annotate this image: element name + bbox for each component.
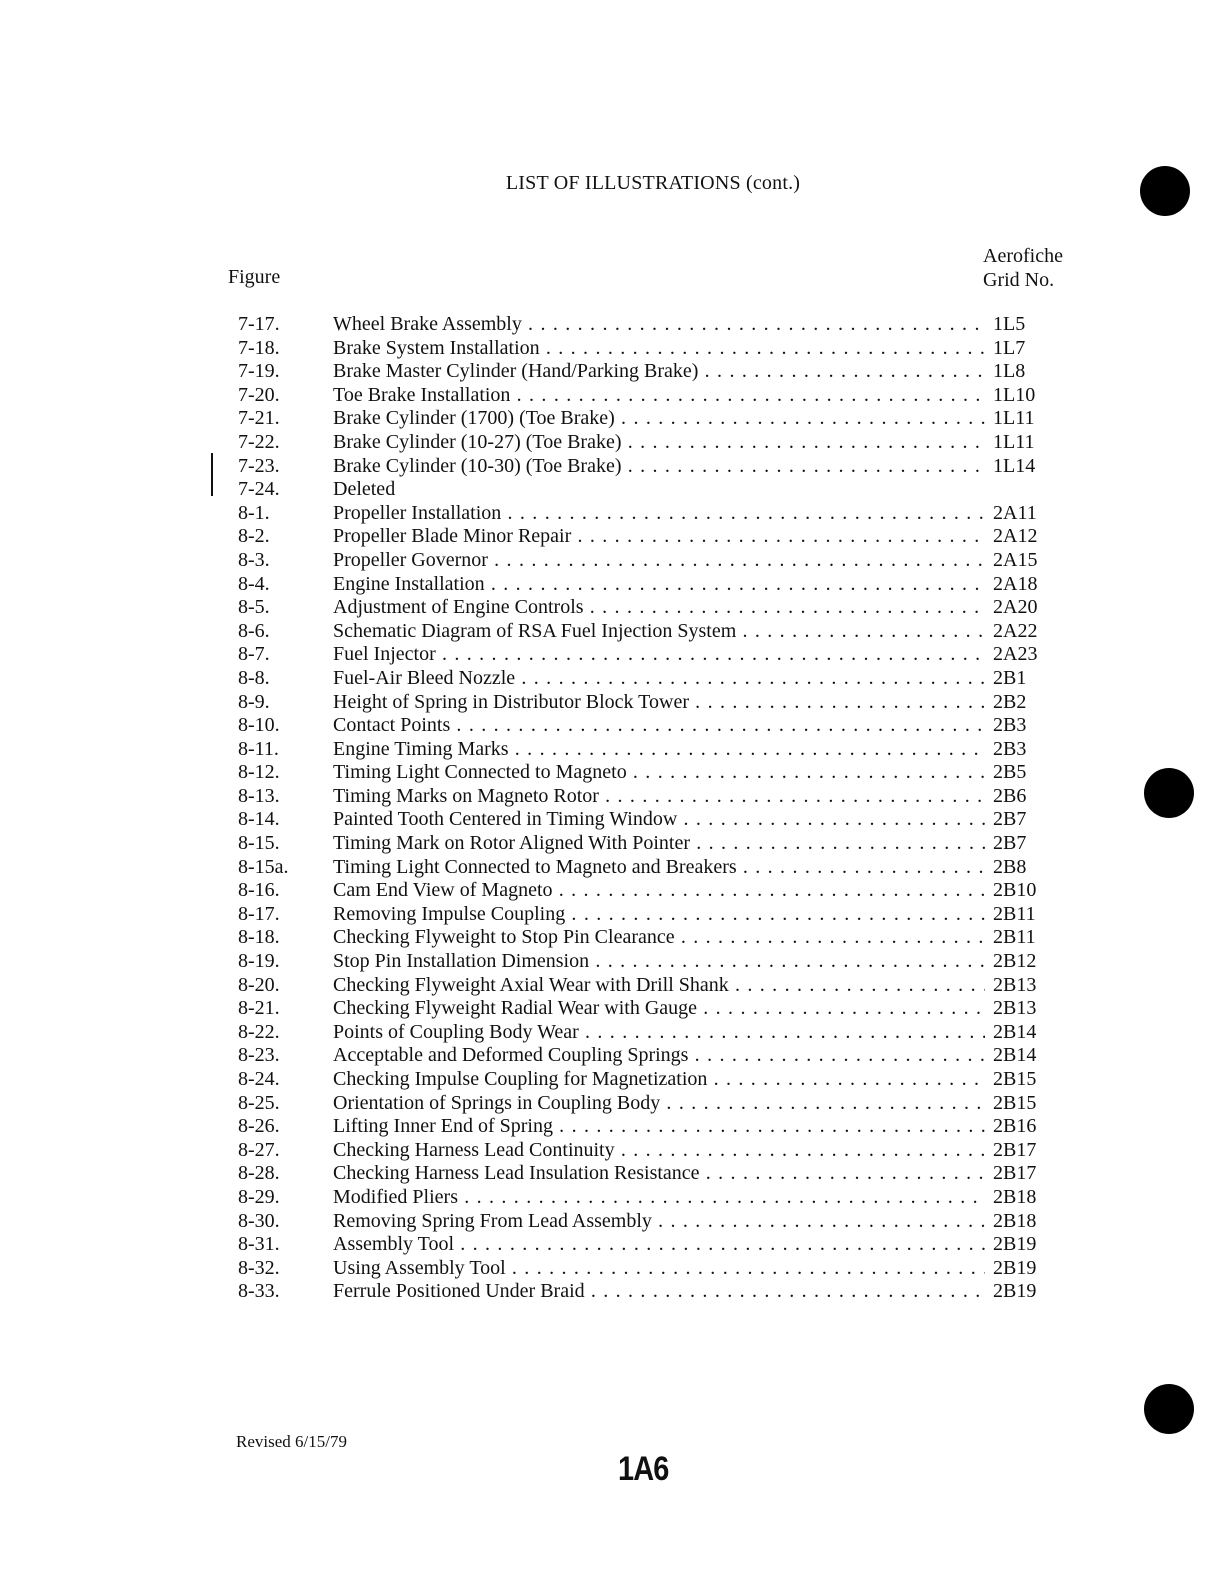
list-item [0, 1233, 1224, 1257]
figure-title: Fuel-Air Bleed Nozzle . . . [333, 667, 985, 691]
figure-title: Schematic Diagram of RSA Fuel Injection System . . . [333, 620, 985, 644]
figure-title: Timing Marks on Magneto Rotor . . . [333, 785, 985, 809]
figure-title: Brake System Installation . . . [333, 337, 985, 361]
figure-number: 8-8. [238, 666, 270, 689]
list-item [0, 1210, 1224, 1234]
list-item [0, 1257, 1224, 1281]
figure-number: 8-25. [238, 1091, 280, 1114]
figure-title: Fuel Injector . . . [333, 643, 985, 667]
figure-title: Checking Harness Lead Continuity . . . [333, 1139, 985, 1163]
grid-number: 1L11 [993, 407, 1035, 430]
grid-number: 2A11 [993, 501, 1037, 524]
figure-number: 8-9. [238, 690, 270, 713]
list-item [0, 691, 1224, 715]
figure-number: 8-20. [238, 973, 280, 996]
figure-number: 8-10. [238, 714, 280, 737]
grid-number: 2A18 [993, 572, 1038, 595]
figure-number: 8-2. [238, 525, 270, 548]
figure-number: 8-26. [238, 1115, 280, 1138]
binder-hole-bottom [1144, 1384, 1194, 1434]
figure-title: Removing Spring From Lead Assembly . . . [333, 1210, 985, 1234]
list-item [0, 903, 1224, 927]
list-item [0, 313, 1224, 337]
figure-column-header: Figure [228, 266, 281, 288]
figure-title: Checking Harness Lead Insulation Resistance . . . [333, 1162, 985, 1186]
figure-title: Stop Pin Installation Dimension . . . [333, 950, 985, 974]
figure-title: Checking Flyweight Radial Wear with Gauge . . . [333, 997, 985, 1021]
grid-number: 2B11 [993, 902, 1036, 925]
grid-number: 2A20 [993, 596, 1038, 619]
figure-title: Cam End View of Magneto . . . [333, 879, 985, 903]
list-item [0, 478, 1224, 502]
grid-number: 1L7 [993, 336, 1026, 359]
grid-number: 2B11 [993, 926, 1036, 949]
grid-number: 2B19 [993, 1256, 1037, 1279]
grid-number: 2B2 [993, 690, 1027, 713]
grid-number: 1L5 [993, 313, 1026, 335]
figure-number: 8-23. [238, 1044, 280, 1067]
grid-number: 2B13 [993, 973, 1037, 996]
figure-number: 7-20. [238, 383, 280, 406]
list-item [0, 974, 1224, 998]
list-item [0, 738, 1224, 762]
figure-title: Points of Coupling Body Wear . . . [333, 1021, 985, 1045]
grid-number: 2B16 [993, 1115, 1037, 1138]
grid-number: 1L10 [993, 383, 1036, 406]
list-item [0, 879, 1224, 903]
figure-number: 8-5. [238, 596, 270, 619]
figure-number: 8-15. [238, 832, 280, 855]
list-item [0, 384, 1224, 408]
grid-number: 2B6 [993, 784, 1027, 807]
binder-hole-top [1140, 166, 1190, 216]
figure-title: Using Assembly Tool . . . [333, 1257, 985, 1281]
figure-number: 8-3. [238, 548, 270, 571]
grid-number: 1L8 [993, 360, 1026, 383]
list-item [0, 620, 1224, 644]
figure-number: 8-21. [238, 997, 280, 1020]
list-item [0, 1280, 1224, 1304]
figure-title: Removing Impulse Coupling . . . [333, 903, 985, 927]
grid-number: 2B17 [993, 1138, 1037, 1161]
figure-title: Propeller Blade Minor Repair . . . [333, 525, 985, 549]
figure-title: Timing Mark on Rotor Aligned With Pointer . . . [333, 832, 985, 856]
list-item [0, 997, 1224, 1021]
list-item [0, 950, 1224, 974]
grid-number: 2B18 [993, 1209, 1037, 1232]
list-item [0, 714, 1224, 738]
binder-hole-middle [1144, 768, 1194, 818]
grid-number: 2B14 [993, 1020, 1037, 1043]
figure-number: 8-24. [238, 1068, 280, 1090]
list-item [0, 667, 1224, 691]
list-item [0, 455, 1224, 479]
figure-number: 8-17. [238, 902, 280, 925]
figure-number: 8-31. [238, 1233, 280, 1256]
figure-title: Ferrule Positioned Under Braid . . . [333, 1280, 985, 1304]
grid-number: 2B5 [993, 761, 1027, 784]
grid-number: 2B18 [993, 1185, 1037, 1208]
figure-title: Contact Points . . . [333, 714, 985, 738]
list-item [0, 360, 1224, 384]
figure-title: Acceptable and Deformed Coupling Springs . . . [333, 1044, 985, 1068]
list-item [0, 856, 1224, 880]
figure-number: 8-6. [238, 619, 270, 642]
list-item [0, 407, 1224, 431]
figure-number: 8-1. [238, 501, 270, 524]
list-item [0, 1115, 1224, 1139]
list-item [0, 785, 1224, 809]
grid-number: 2A12 [993, 525, 1038, 548]
figure-number: 8-19. [238, 950, 280, 973]
figure-number: 7-21. [238, 407, 280, 430]
figure-number: 8-29. [238, 1185, 280, 1208]
list-item [0, 761, 1224, 785]
grid-number: 2B10 [993, 879, 1037, 902]
figure-number: 8-22. [238, 1020, 280, 1043]
grid-column-header [983, 244, 1063, 292]
figure-title: Timing Light Connected to Magneto . . . [333, 761, 985, 785]
figure-number: 7-24. [238, 478, 280, 501]
grid-number: 2A23 [993, 643, 1038, 666]
grid-number: 1L14 [993, 454, 1036, 477]
figure-number: 8-11. [238, 737, 279, 760]
figure-number: 7-22. [238, 430, 280, 453]
list-item [0, 1139, 1224, 1163]
figure-title: Checking Flyweight to Stop Pin Clearance . . . [333, 926, 985, 950]
figure-number: 8-16. [238, 879, 280, 902]
grid-number: 2B15 [993, 1068, 1037, 1090]
figure-title: Adjustment of Engine Controls . . . [333, 596, 985, 620]
grid-number: 2B14 [993, 1044, 1037, 1067]
figure-number: 8-30. [238, 1209, 280, 1232]
list-item [0, 1068, 1224, 1092]
figure-number: 7-19. [238, 360, 280, 383]
figure-title: Checking Flyweight Axial Wear with Drill Shank . . . [333, 974, 985, 998]
grid-number: 2A15 [993, 548, 1038, 571]
grid-number: 2B3 [993, 737, 1027, 760]
list-item [0, 1162, 1224, 1186]
figure-title: Timing Light Connected to Magneto and Breakers . . . [333, 856, 985, 880]
figure-number: 8-12. [238, 761, 280, 784]
figure-number: 8-32. [238, 1256, 280, 1279]
figure-title: Modified Pliers . . . [333, 1186, 985, 1210]
grid-number: 1L11 [993, 430, 1035, 453]
grid-number: 2B3 [993, 714, 1027, 737]
figure-title: Lifting Inner End of Spring . . . [333, 1115, 985, 1139]
figure-number: 8-14. [238, 808, 280, 831]
figure-title: Assembly Tool . . . [333, 1233, 985, 1257]
list-item [0, 926, 1224, 950]
figure-number: 7-23. [238, 454, 280, 477]
list-item [0, 1092, 1224, 1116]
list-item [0, 502, 1224, 526]
page-code: 1A6 [618, 1450, 669, 1488]
list-item [0, 525, 1224, 549]
grid-number: 2B1 [993, 666, 1027, 689]
figure-title: Engine Installation . . . [333, 573, 985, 597]
grid-header-line1: Aerofiche [983, 245, 1063, 267]
list-item [0, 808, 1224, 832]
list-item [0, 1044, 1224, 1068]
grid-number: 2A22 [993, 619, 1038, 642]
list-item [0, 643, 1224, 667]
figure-title: Toe Brake Installation . . . [333, 384, 985, 408]
list-item [0, 832, 1224, 856]
figure-title: Deleted [333, 478, 396, 501]
grid-number: 2B8 [993, 855, 1027, 878]
grid-number: 2B19 [993, 1233, 1037, 1256]
figure-title: Checking Impulse Coupling for Magnetization . . . [333, 1068, 985, 1092]
figure-number: 8-28. [238, 1162, 280, 1185]
revision-change-bar [211, 453, 213, 496]
figure-number: 8-15a. [238, 855, 289, 878]
grid-number: 2B7 [993, 832, 1027, 855]
grid-header-line2: Grid No. [983, 269, 1055, 291]
figure-title: Brake Cylinder (10-30) (Toe Brake) . . . [333, 455, 985, 479]
illustrations-list [0, 313, 1224, 1304]
figure-title: Propeller Governor . . . [333, 549, 985, 573]
figure-title: Brake Master Cylinder (Hand/Parking Brake) . . . [333, 360, 985, 384]
list-item [0, 573, 1224, 597]
figure-title: Brake Cylinder (10-27) (Toe Brake) . . . [333, 431, 985, 455]
revision-date: Revised 6/15/79 [236, 1432, 347, 1451]
figure-title: Orientation of Springs in Coupling Body . . . [333, 1092, 985, 1116]
figure-number: 8-33. [238, 1280, 280, 1303]
figure-title: Wheel Brake Assembly . . . [333, 313, 985, 337]
grid-number: 2B17 [993, 1162, 1037, 1185]
figure-title: Engine Timing Marks . . . [333, 738, 985, 762]
grid-number: 2B15 [993, 1091, 1037, 1114]
grid-number: 2B12 [993, 950, 1037, 973]
figure-number: 7-18. [238, 336, 280, 359]
figure-number: 8-7. [238, 643, 270, 666]
figure-number: 8-13. [238, 784, 280, 807]
list-item [0, 431, 1224, 455]
figure-title: Propeller Installation . . . [333, 502, 985, 526]
page-title: LIST OF ILLUSTRATIONS (cont.) [505, 172, 801, 194]
grid-number: 2B19 [993, 1280, 1037, 1303]
grid-number: 2B13 [993, 997, 1037, 1020]
figure-number: 7-17. [238, 313, 280, 335]
grid-number: 2B7 [993, 808, 1027, 831]
list-item [0, 596, 1224, 620]
figure-number: 8-4. [238, 572, 270, 595]
figure-title: Height of Spring in Distributor Block Tower . . . [333, 691, 985, 715]
list-item [0, 549, 1224, 573]
list-item [0, 337, 1224, 361]
list-item [0, 1021, 1224, 1045]
figure-number: 8-27. [238, 1138, 280, 1161]
figure-number: 8-18. [238, 926, 280, 949]
list-item [0, 1186, 1224, 1210]
figure-title: Painted Tooth Centered in Timing Window . . . [333, 808, 985, 832]
figure-title: Brake Cylinder (1700) (Toe Brake) . . . [333, 407, 985, 431]
